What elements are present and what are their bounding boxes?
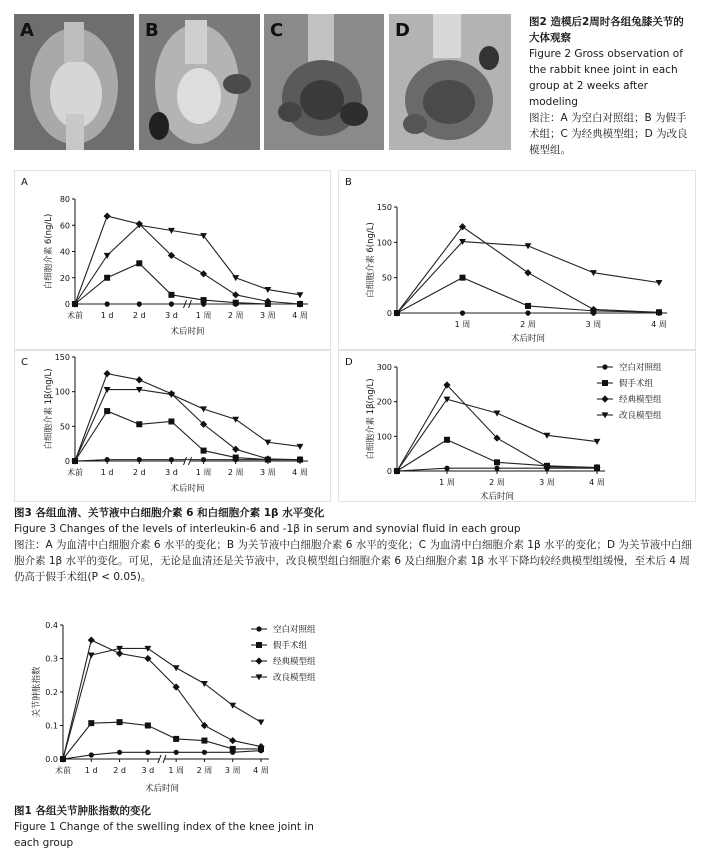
legend-entry (251, 656, 316, 667)
legend-entry (597, 394, 662, 405)
data-point (173, 736, 179, 742)
data-point (137, 457, 142, 462)
y-tick-label: 0 (386, 309, 392, 318)
legend-entry (597, 362, 662, 373)
improved-model-series (72, 387, 304, 464)
legend-label: 假手术组 (273, 641, 308, 651)
y-tick-label: 300 (376, 363, 392, 372)
data-point (258, 720, 265, 726)
legend-entry (597, 410, 662, 421)
data-point (230, 746, 236, 752)
data-point (88, 653, 95, 659)
data-point (174, 750, 179, 755)
chart-fig3b (338, 170, 696, 350)
classic-model-series (393, 223, 662, 316)
data-point (145, 723, 151, 729)
x-tick-label: 3 周 (585, 320, 602, 329)
data-point (117, 719, 123, 725)
x-tick-label: 1 周 (195, 468, 212, 477)
x-tick-label: 2 d (132, 468, 146, 477)
data-point (494, 411, 501, 417)
x-tick-label: 1 周 (454, 320, 471, 329)
legend-marker (602, 364, 607, 369)
series-line (75, 411, 300, 461)
data-point (232, 417, 239, 423)
data-point (201, 297, 207, 303)
figure3-caption (14, 505, 694, 585)
data-point (168, 418, 174, 424)
x-tick-label: 2 d (113, 766, 126, 775)
x-tick-label: 3 周 (260, 468, 276, 477)
series-line (75, 216, 300, 304)
y-tick-label: 150 (376, 203, 392, 212)
x-tick-label: 3 d (141, 766, 155, 775)
data-point (460, 275, 466, 281)
chart-fig3a (14, 170, 331, 350)
x-tick-label: 2 d (132, 311, 146, 320)
panel-label: A (21, 177, 28, 188)
y-axis-label: 白细胞介素 6(ng/L) (44, 213, 54, 290)
x-tick-label: 2 周 (227, 311, 244, 320)
y-tick-label: 0.2 (45, 688, 58, 697)
photo-panel-d (389, 14, 511, 150)
figure1-caption (14, 803, 334, 851)
x-tick-label: 3 d (165, 311, 178, 320)
y-tick-label: 100 (54, 387, 70, 397)
photo-panel-a (14, 14, 134, 150)
sham-series (394, 275, 662, 316)
data-point (145, 750, 150, 755)
series-line (75, 390, 300, 461)
x-tick-label: 术前 (55, 766, 71, 775)
legend-entry (251, 624, 316, 635)
data-point (104, 212, 111, 219)
y-tick-label: 50 (381, 273, 392, 283)
classic-model-series (71, 370, 303, 465)
y-tick-label: 0.4 (45, 621, 58, 630)
x-axis-label: 术后时间 (479, 492, 515, 501)
series-line (75, 263, 300, 304)
data-point (117, 750, 122, 755)
data-point (136, 376, 143, 383)
y-tick-label: 80 (59, 195, 70, 204)
data-point (104, 370, 111, 377)
data-point (201, 457, 206, 462)
legend-marker (255, 657, 262, 664)
data-point (104, 253, 111, 259)
data-point (233, 300, 239, 306)
y-axis-label: 关节肿胀指数 (32, 666, 42, 718)
photo-label: C (270, 20, 284, 41)
data-point (232, 291, 239, 298)
y-tick-label: 0 (64, 457, 70, 466)
y-tick-label: 100 (376, 432, 392, 442)
y-tick-label: 200 (376, 397, 392, 407)
legend-label: 改良模型组 (273, 673, 316, 683)
data-point (444, 437, 450, 443)
y-tick-label: 0 (386, 467, 392, 476)
x-axis-label: 术后时间 (170, 327, 205, 337)
data-point (105, 301, 110, 306)
data-point (494, 459, 500, 465)
series-line (75, 374, 300, 461)
data-point (524, 269, 531, 276)
data-point (525, 310, 530, 315)
x-tick-label: 3 周 (224, 766, 241, 775)
x-tick-label: 1 d (100, 311, 114, 320)
data-point (88, 636, 95, 643)
data-point (656, 280, 663, 286)
figure2-title-en: Figure 2 Gross observation of the rabbit knee joint in each group at 2 weeks after modeling (529, 48, 683, 108)
legend-label: 假手术组 (619, 379, 654, 389)
data-point (168, 292, 174, 298)
x-axis-label: 术后时间 (510, 334, 546, 344)
y-tick-label: 150 (54, 353, 70, 362)
y-tick-label: 40 (59, 247, 70, 257)
chart-fig1 (14, 604, 336, 801)
data-point (201, 448, 207, 454)
data-point (494, 466, 499, 471)
figure2-title-cn: 图2 造模后2周时各组兔膝关节的大体观察 (529, 16, 684, 44)
x-tick-label: 4 周 (589, 478, 605, 487)
x-tick-label: 术前 (67, 468, 83, 477)
x-tick-label: 3 周 (260, 311, 276, 320)
data-point (173, 665, 180, 671)
x-tick-label: 2 周 (520, 320, 536, 329)
data-point (89, 752, 94, 757)
panel-label: D (345, 357, 353, 368)
legend-label: 经典模型组 (273, 657, 316, 667)
legend-label: 空白对照组 (273, 625, 316, 635)
y-tick-label: 60 (59, 221, 70, 231)
x-tick-label: 3 周 (539, 478, 555, 487)
x-tick-label: 4 周 (292, 311, 308, 320)
y-tick-label: 100 (376, 238, 392, 248)
sham-series (72, 408, 303, 464)
photo-label: A (20, 20, 34, 41)
data-point (202, 750, 207, 755)
photo-panel-b (139, 14, 260, 150)
legend-marker (602, 380, 608, 386)
y-axis-label: 白细胞介素 6(ng/L) (366, 222, 376, 298)
data-point (137, 301, 142, 306)
photo-label: D (395, 20, 410, 41)
y-tick-label: 0.1 (45, 721, 58, 731)
legend-entry (251, 672, 316, 683)
y-tick-label: 0.3 (45, 654, 58, 664)
y-tick-label: 20 (59, 273, 70, 283)
data-point (169, 457, 174, 462)
legend-entry (251, 640, 308, 651)
data-point (229, 703, 236, 709)
photo-label: B (145, 20, 159, 41)
y-axis-label: 白细胞介素 1β(ng/L) (366, 378, 376, 460)
series-line (397, 242, 659, 313)
classic-model-series (71, 212, 303, 307)
figure2-note: 图注：A 为空白对照组；B 为假手术组；C 为经典模型组；D 为改良模型组。 (529, 112, 688, 156)
figure1-title-cn: 图1 各组关节肿胀指数的变化 (14, 805, 151, 817)
x-tick-label: 1 周 (168, 766, 184, 775)
photo-panel-c (264, 14, 384, 150)
data-point (200, 270, 207, 277)
figure3-title-cn: 图3 各组血清、关节液中白细胞介素 6 和白细胞介素 1β 水平变化 (14, 507, 325, 519)
x-tick-label: 4 周 (253, 766, 269, 775)
panel-label: C (21, 357, 28, 368)
data-point (136, 421, 142, 427)
y-tick-label: 0 (64, 300, 70, 309)
data-point (460, 310, 465, 315)
figure3-title-en: Figure 3 Changes of the levels of interleukin-6 and -1β in serum and synovial fluid in each group (14, 523, 521, 535)
chart-fig3d (338, 350, 696, 502)
x-tick-label: 1 周 (439, 478, 455, 487)
data-point (105, 457, 110, 462)
y-tick-label: 50 (59, 422, 70, 432)
panel-label: B (345, 177, 352, 188)
x-tick-label: 4 周 (292, 468, 308, 477)
data-point (104, 408, 110, 414)
x-tick-label: 2 周 (489, 478, 505, 487)
data-point (229, 737, 236, 744)
data-point (444, 466, 449, 471)
data-point (297, 444, 304, 450)
legend-entry (597, 378, 654, 389)
x-axis-label: 术后时间 (170, 484, 205, 494)
data-point (297, 292, 304, 298)
x-axis-label: 术后时间 (144, 784, 180, 794)
improved-model-series (60, 646, 265, 763)
figure2-caption (529, 14, 694, 158)
x-tick-label: 3 d (165, 468, 178, 477)
x-tick-label: 1 d (100, 468, 114, 477)
x-tick-label: 2 周 (196, 766, 213, 775)
data-point (104, 275, 110, 281)
x-tick-label: 4 周 (651, 320, 667, 329)
x-tick-label: 1 周 (195, 311, 212, 320)
x-tick-label: 2 周 (227, 468, 244, 477)
x-tick-label: 术前 (67, 311, 83, 320)
data-point (594, 439, 601, 445)
legend-marker (256, 642, 262, 648)
data-point (201, 738, 207, 744)
figure1-title-en: Figure 1 Change of the swelling index of the knee joint in each group (14, 821, 314, 849)
x-tick-label: 1 d (84, 766, 98, 775)
y-axis-label: 白细胞介素 1β(ng/L) (44, 368, 54, 450)
legend-label: 改良模型组 (619, 411, 662, 421)
data-point (169, 301, 174, 306)
data-point (233, 455, 239, 461)
legend-marker (601, 395, 608, 402)
figure3-note: 图注：A 为血清中白细胞介素 6 水平的变化；B 为关节液中白细胞介素 6 水平的变化；C 为血清中白细胞介素 1β 水平的变化；D 为关节液中白细胞介素 1β 水平的变化。可见，无论是血清还是关节液中，改良模型组白细胞介素 6 及白细胞介素 1β 水平下降均较经典模型组缓慢，至术后 4 周仍高于假手术组(P < 0.05)。 (14, 539, 692, 583)
legend-marker (256, 626, 261, 631)
data-point (525, 303, 531, 309)
data-point (136, 260, 142, 266)
legend-label: 经典模型组 (619, 395, 662, 405)
y-tick-label: 0.0 (45, 755, 58, 764)
data-point (88, 720, 94, 726)
chart-fig3c (14, 350, 331, 502)
legend-label: 空白对照组 (619, 363, 662, 373)
